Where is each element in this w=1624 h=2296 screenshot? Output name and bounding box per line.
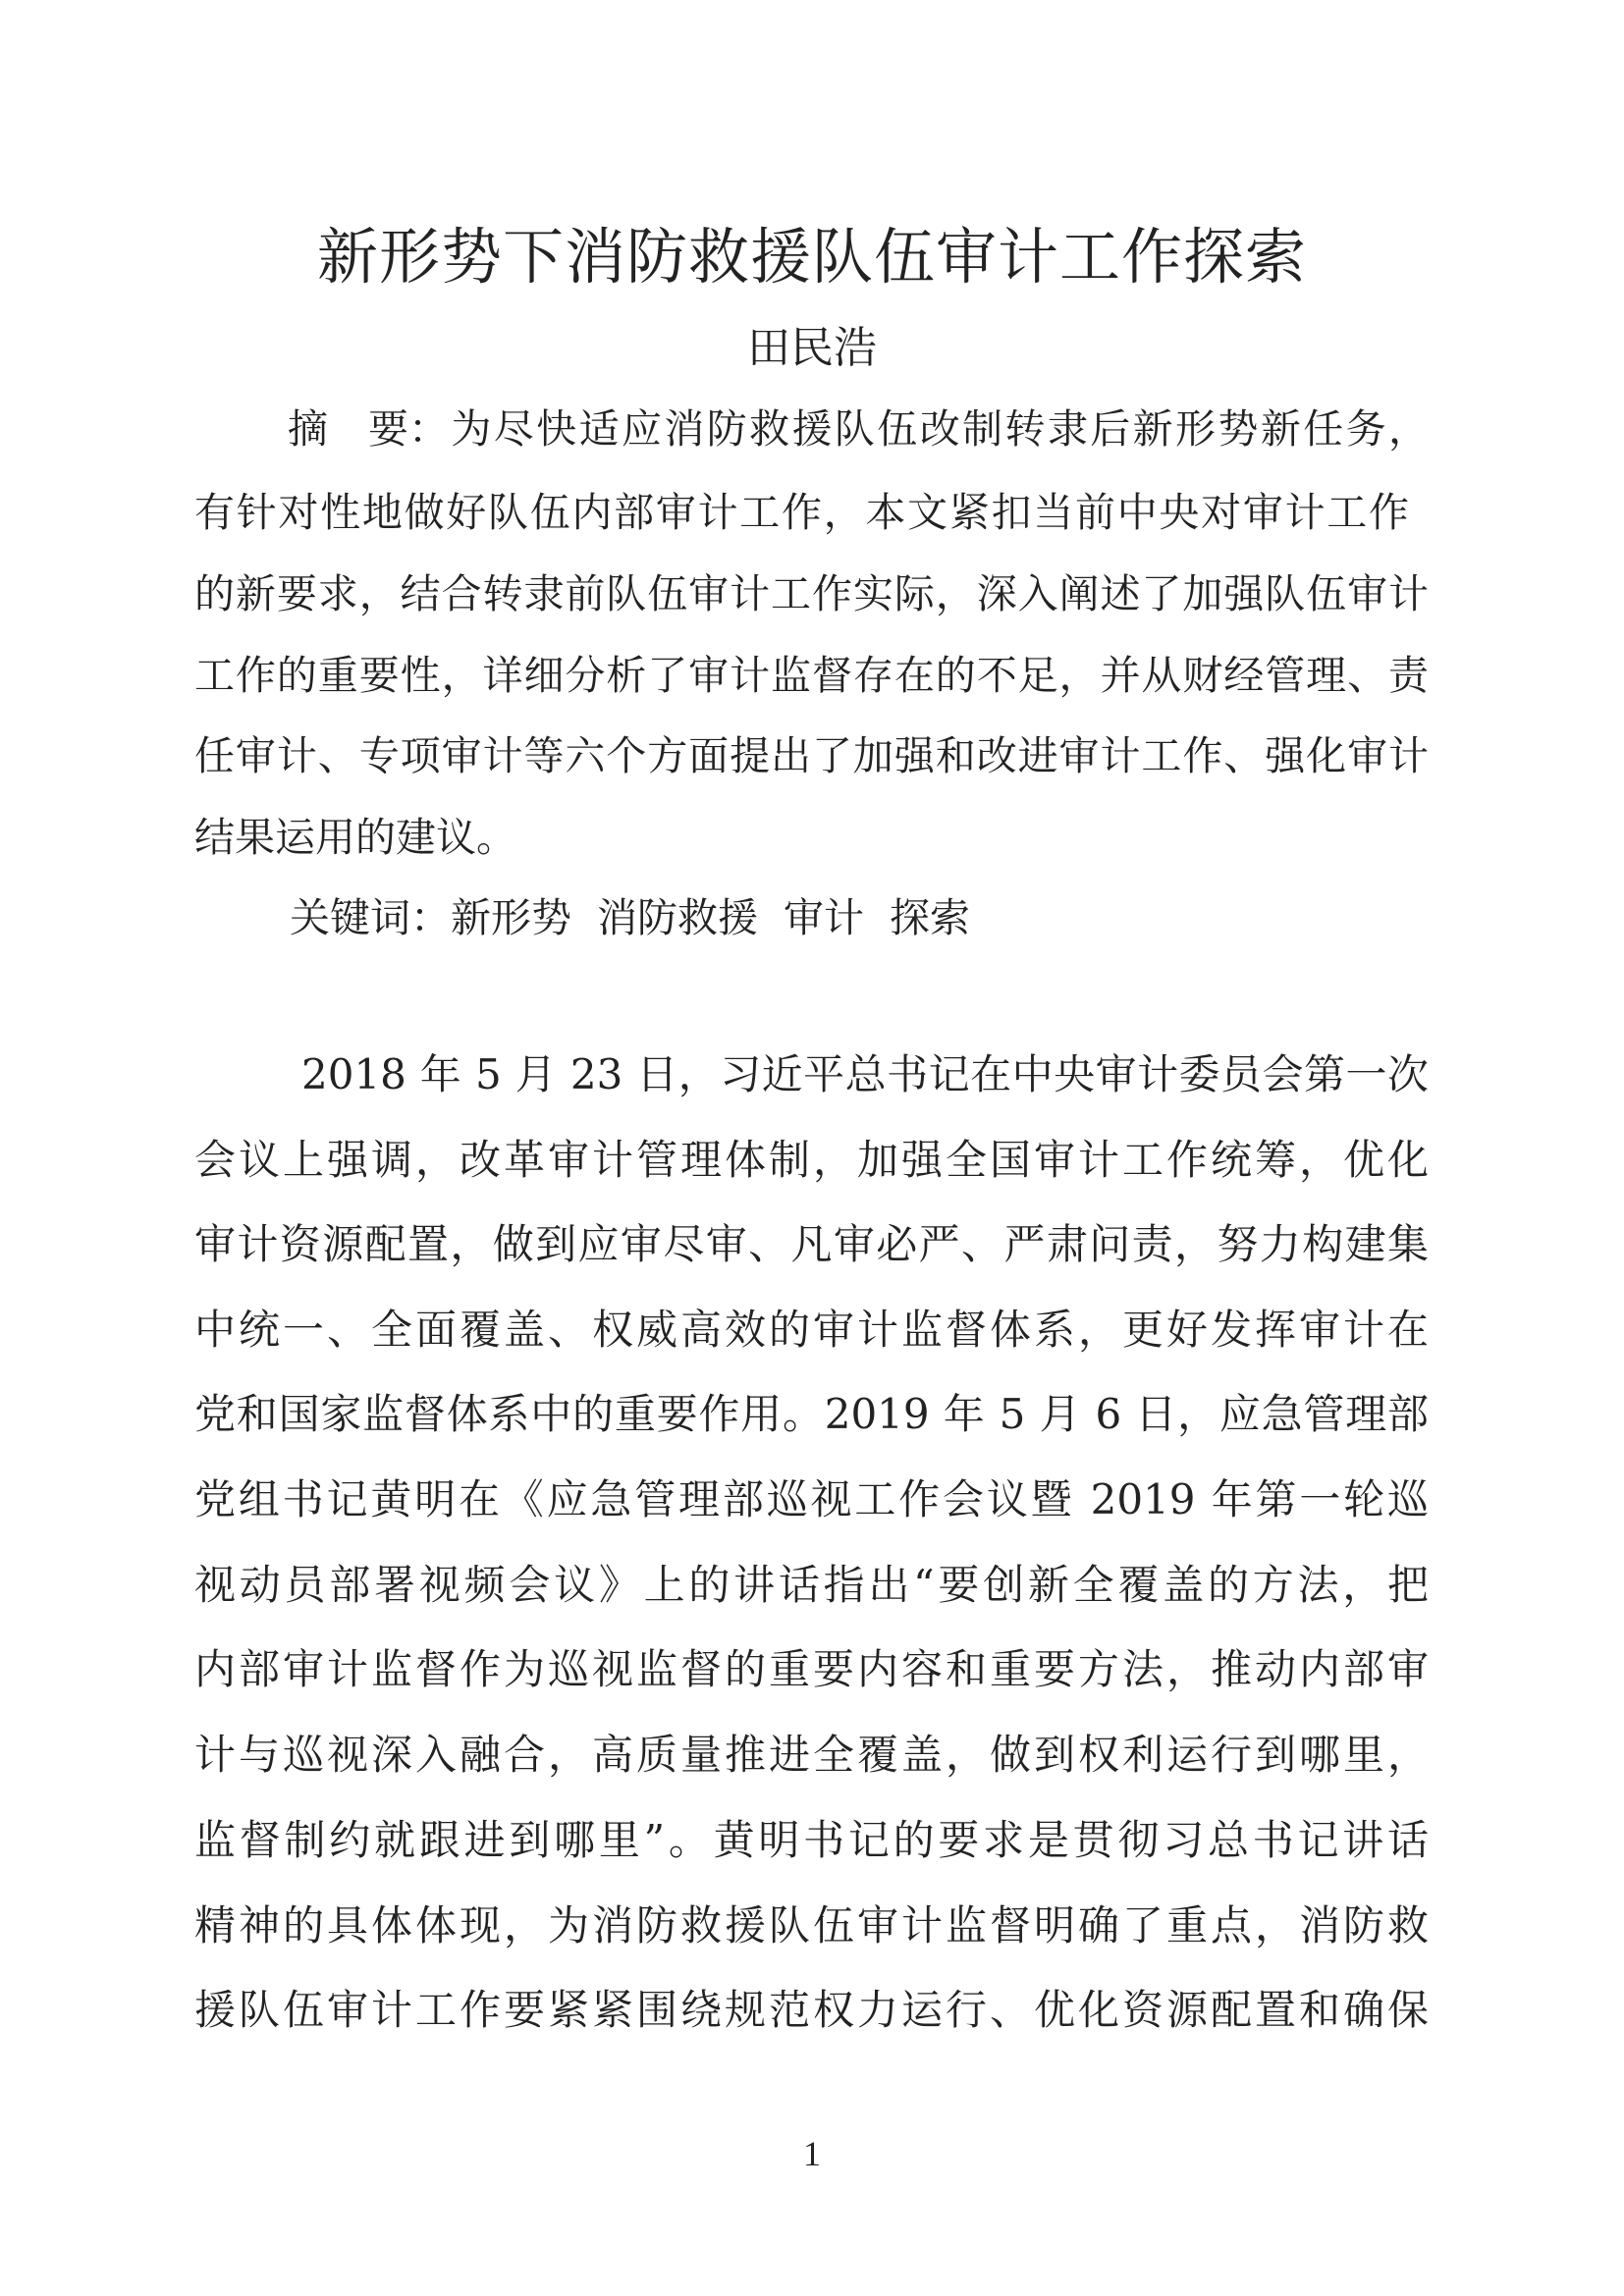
keywords-line (290, 888, 1429, 947)
body-line-4: 中统一、全面覆盖、权威高效的审计监督体系，更好发挥审计在 (194, 1306, 1429, 1354)
body-line-8: 内部审计监督作为巡视监督的重要内容和重要方法，推动内部审 (194, 1645, 1429, 1693)
body-line-6: 党组书记黄明在《应急管理部巡视工作会议暨 2019 年第一轮巡 (194, 1475, 1429, 1523)
abstract-line-3: 的新要求，结合转隶前队伍审计工作实际，深入阐述了加强队伍审计 (194, 570, 1429, 617)
page-number: 1 (803, 2134, 821, 2173)
abstract-line-5: 任审计、专项审计等六个方面提出了加强和改进审计工作、强化审计 (194, 732, 1429, 779)
body-line-10: 监督制约就跟进到哪里”。黄明书记的要求是贯彻习总书记讲话 (194, 1816, 1429, 1864)
keyword: 消防救援 (597, 894, 758, 941)
body-line-2: 会议上强调，改革审计管理体制，加强全国审计工作统筹，优化 (194, 1136, 1429, 1184)
keyword: 审计 (784, 894, 864, 941)
document-title: 新形势下消防救援队伍审计工作探索 (316, 221, 1307, 293)
abstract-line-6: 结果运用的建议。 (194, 814, 516, 861)
abstract-line-4: 工作的重要性，详细分析了审计监督存在的不足，并从财经管理、责 (194, 652, 1429, 699)
abstract-label: 摘 要： (288, 405, 449, 453)
body-line-3: 审计资源配置，做到应审尽审、凡审必严、严肃问责，努力构建集 (194, 1220, 1429, 1268)
body-line-1: 2018 年 5 月 23 日，习近平总书记在中央审计委员会第一次 (301, 1050, 1429, 1098)
keywords-label: 关键词： (290, 894, 451, 941)
body-line-7: 视动员部署视频会议》上的讲话指出“要创新全覆盖的方法，把 (194, 1561, 1429, 1609)
body-line-11: 精神的具体体现，为消防救援队伍审计监督明确了重点，消防救 (194, 1901, 1429, 1949)
abstract-line-2: 有针对性地做好队伍内部审计工作，本文紧扣当前中央对审计工作 (194, 489, 1409, 536)
author-name: 田民浩 (747, 323, 877, 373)
body-line-9: 计与巡视深入融合，高质量推进全覆盖，做到权利运行到哪里， (194, 1731, 1429, 1779)
abstract-text: 为尽快适应消防救援队伍改制转隶后新形势新任务， (449, 405, 1429, 453)
body-line-5: 党和国家监督体系中的重要作用。2019 年 5 月 6 日，应急管理部 (194, 1390, 1429, 1438)
keyword: 新形势 (451, 894, 571, 941)
keyword: 探索 (890, 894, 970, 941)
abstract-line-1 (288, 400, 1429, 458)
body-line-12: 援队伍审计工作要紧紧围绕规范权力运行、优化资源配置和确保 (194, 1986, 1429, 2034)
